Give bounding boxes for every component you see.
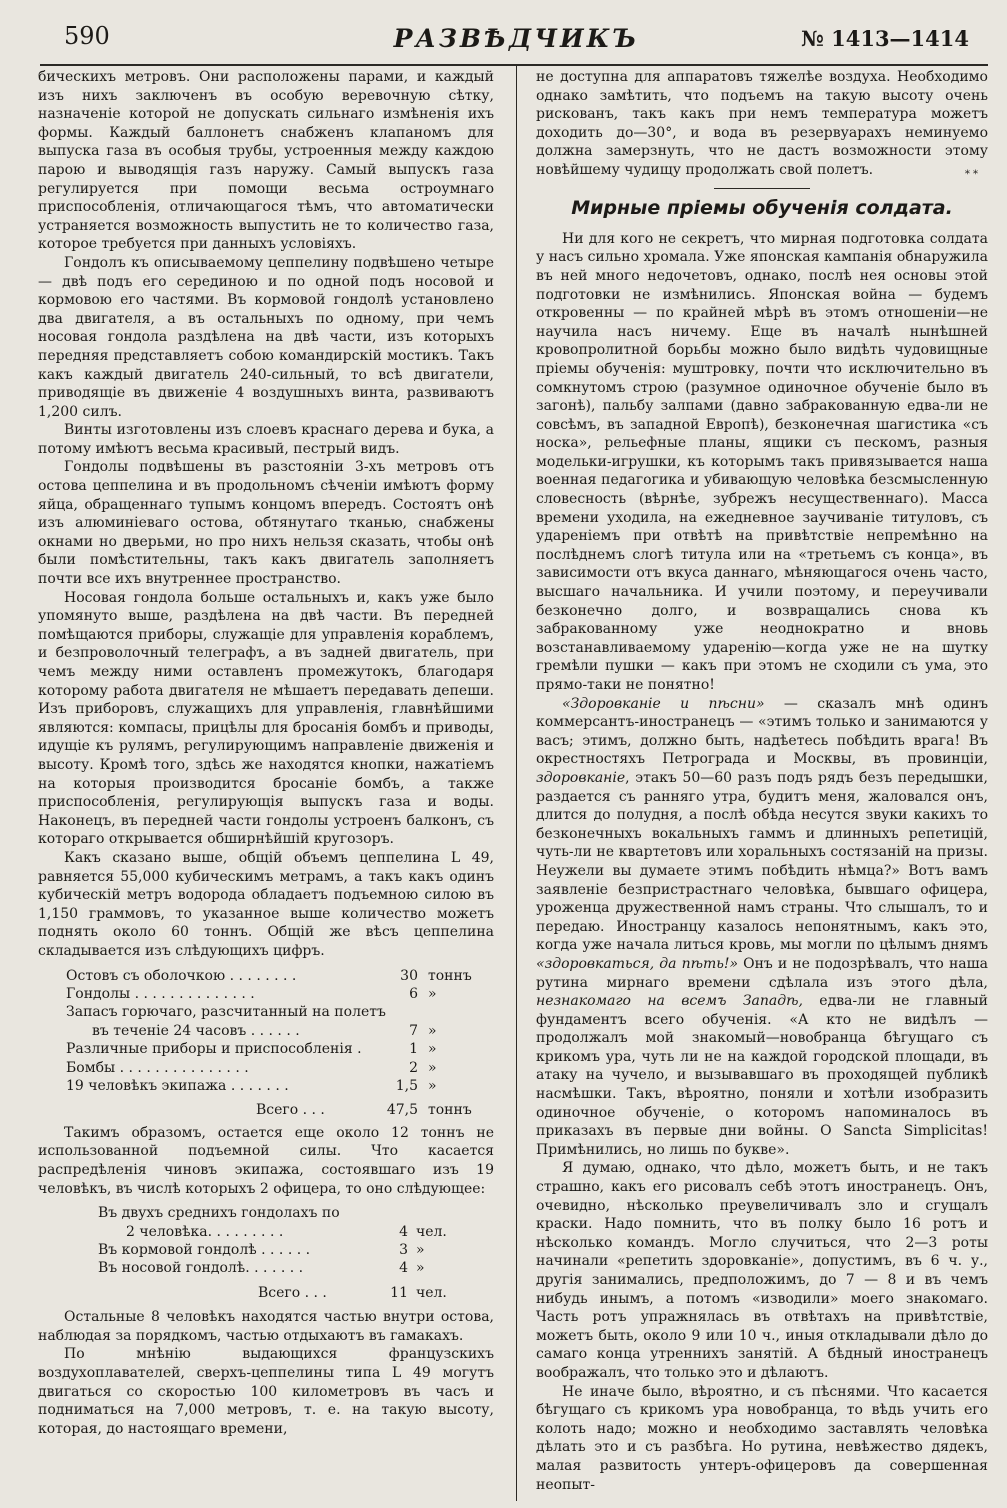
- table-cell-unit: »: [416, 1241, 425, 1258]
- paragraph: Носовая гондола больше остальныхъ и, какъ уже было упомянуто выше, раздѣлена на двѣ части. Въ передней помѣщаются приборы, служащіе для управленія кораблемъ, и безпроволочный телеграфъ, а въ задней двигатель, при чемъ между ними оставленъ промежутокъ, благодаря которому работа двигателя не мѣшаетъ передавать депеши. Изъ приборовъ, служащихъ для управленія, главнѣйшими являются: компасы, прицѣлы для бросанія бомбъ и приводы, идущіе къ рулямъ, регулирующимъ направленіе движенія и высоту. Кромѣ того, здѣсь же находятся кнопки, нажатіемъ на которыя производится бросаніе бомбъ, а также приспособленія, регулирующія выпускъ газа и воды. Наконецъ, въ передней части гондолы устроенъ балконъ, съ котораго открывается обширнѣйшій кругозоръ.: [38, 589, 494, 848]
- table-cell-label: Въ кормовой гондолѣ . . . . . .: [98, 1241, 311, 1258]
- italic-emphasis: здоровканіе: [536, 769, 626, 786]
- table-cell-label: Въ двухъ среднихъ гондолахъ по: [98, 1205, 340, 1222]
- table-cell-unit: »: [428, 985, 437, 1002]
- table-row: [66, 1059, 486, 1077]
- table-cell-label: Запасъ горючаго, разсчитанный на полетъ: [66, 1004, 386, 1021]
- quote-emphasis: «Здоровканіе и пѣсни»: [562, 695, 765, 712]
- total-value: 11: [390, 1284, 408, 1301]
- table-cell-unit: »: [428, 1077, 437, 1094]
- table-row: [66, 1040, 486, 1058]
- text-run: , этакъ 50—60 разъ подъ рядъ безъ передышки, раздается съ ранняго утра, будитъ меня, жаловался онъ, длится до полудня, а послѣ обѣда несутся звуки какихъ то безконечныхъ вокальныхъ гаммъ и длинныхъ репетицій, чуть-ли не квартетовъ или хоральныхъ состязаній на призы. Неужели вы думаете этимъ побѣдить нѣмца?» Вотъ вамъ заявленіе безпристрастнаго человѣка, бывшаго офицера, уроженца дружественной намъ страны. Что слышалъ, то и передаю. Иностранцу казалось непонятнымъ, какъ это, когда уже начала литься кровь, мы могли по цѣлымъ днямъ: [536, 769, 988, 954]
- table-cell-label: Бомбы . . . . . . . . . . . . . . .: [66, 1059, 249, 1076]
- text-run: едва-ли не главный фундаментъ всего обученія. «А кто не видѣлъ — продолжалъ мой знакомый—новобранца бѣгущаго съ крикомъ ура, чуть ли не на каждой городской площади, въ атаку на чучело, и вызывавшаго въ проходящей публикѣ насмѣшки. Такъ, вѣроятно, поняли и хотѣли изобразить одиночное обученіе, о которомъ напоминалось въ приказахъ въ первые дни войны. О Sancta Simplicitas! Примѣнились, но лишь по букве».: [536, 993, 988, 1158]
- paragraph: бическихъ метровъ. Они расположены парами, и каждый изъ нихъ заключенъ въ особую веревочную сѣтку, назначеніе которой не допускать сильнаго измѣненія ихъ формы. Каждый баллонетъ снабженъ клапаномъ для выпуска газа въ особыя трубы, устроенныя между каждою парою и выводящія газъ наружу. Самый выпускъ газа регулируется при помощи весьма остроумнаго приспособленія, отличающагося тѣмъ, что автоматически устраняется возможность выпустить не то количество газа, которое требуется при данныхъ условіяхъ.: [38, 69, 494, 253]
- table-row: [66, 967, 486, 985]
- table-cell-unit: »: [428, 1041, 437, 1058]
- asterisk-divider: * *: [964, 168, 978, 180]
- table-cell-unit: »: [428, 1022, 437, 1039]
- paragraph: Остальные 8 человѣкъ находятся частью внутри остова, наблюдая за порядкомъ, частью отдыхаютъ въ гамакахъ.: [38, 1309, 494, 1344]
- masthead-title: РАЗВѢДЧИКЪ: [393, 24, 640, 53]
- table-row: [98, 1259, 458, 1277]
- column-divider: [516, 66, 517, 1501]
- table-cell-value: 3: [399, 1241, 408, 1258]
- table-cell-value: 2: [409, 1059, 418, 1076]
- italic-emphasis: «здоровкаться, да пѣть!»: [536, 955, 739, 972]
- paragraph: Гондолъ къ описываемому цеппелину подвѣшено четыре— двѣ подъ его серединою и по одной подъ носовой и кормовою его частями. Въ кормовой гондолѣ установлено два двигателя, а въ остальныхъ по одному, при чемъ носовая гондола раздѣлена на двѣ части, изъ которыхъ передняя представляетъ собою командирскій мостикъ. Такъ какъ каждый двигатель 240-сильный, то всѣ двигатели, приводящіе въ движеніе 4 воздушныхъ винта, развиваютъ 1,200 силъ.: [38, 254, 494, 420]
- table-total-row: [66, 1095, 486, 1119]
- paragraph: Я думаю, однако, что дѣло, можетъ быть, и не такъ страшно, какъ его рисовалъ себѣ этотъ иностранецъ. Онъ, очевидно, нѣсколько преувеличивалъ зло и сгущалъ краски. Надо помнить, что въ полку было 16 ротъ и нѣсколько командъ. Могло случиться, что 2—3 роты начинали «репетить здоровканіе», допустимъ, въ 6 ч. у., другія занимались, предположимъ, до 7 — 8 и въ чемъ нибудь инымъ, а потомъ «изводили» моего знакомаго. Часть ротъ упражнялась въ отвѣтахъ на привѣтствіе, можетъ быть, около 9 или 10 ч., иныя откладывали дѣло до самаго конца утреннихъ занятій. А бѣдный иностранецъ воображалъ, что только это и дѣлаютъ.: [536, 1160, 988, 1381]
- total-label: Всего . . .: [258, 1284, 327, 1301]
- paragraph: не доступна для аппаратовъ тяжелѣе воздуха. Необходимо однако замѣтить, что подъемъ на такую высоту очень рискованъ, такъ какъ при немъ температура можетъ доходить до—30°, и вода въ резервуарахъ неминуемо должна замерзнуть, что не дастъ возможности этому новѣйшему чудищу продолжать свой полетъ.: [536, 69, 988, 178]
- table-cell-unit: »: [428, 1059, 437, 1076]
- table-cell-value: 7: [409, 1022, 418, 1039]
- table-cell-label: Различные приборы и приспособленія .: [66, 1041, 362, 1058]
- table-cell-value: 1,5: [395, 1077, 418, 1094]
- table-cell-value: 1: [409, 1041, 418, 1058]
- text-run: — сказалъ мнѣ одинъ коммерсантъ-иностранецъ — «этимъ только и занимаются у васъ; этимъ, должно быть, надѣетесь побѣдить врага! Въ окрестностяхъ Петрограда и Москвы, въ провинціи,: [536, 695, 988, 768]
- issue-number: № 1413—1414: [800, 26, 969, 51]
- total-unit: чел.: [416, 1284, 447, 1301]
- text-run: Онъ и не подозрѣвалъ, что наша рутина мирнаго времени сдѣлала изъ этого дѣла,: [536, 955, 988, 991]
- table-cell-label: 19 человѣкъ экипажа . . . . . . .: [66, 1077, 289, 1094]
- table-cell-label: Въ носовой гондолѣ. . . . . . .: [98, 1260, 304, 1277]
- total-label: Всего . . .: [256, 1102, 325, 1119]
- weight-table: [66, 967, 486, 1120]
- table-cell-value: 6: [409, 985, 418, 1002]
- paragraph: [536, 695, 988, 1160]
- page-number: 590: [64, 22, 110, 50]
- section-divider: [714, 188, 810, 189]
- table-row: [98, 1204, 458, 1222]
- paragraph: Винты изготовлены изъ слоевъ краснаго дерева и бука, а потому имѣютъ весьма красивый, пестрый видъ.: [38, 422, 494, 457]
- table-row: [66, 1022, 486, 1040]
- table-row: [66, 1003, 486, 1021]
- paragraph: Ни для кого не секретъ, что мирная подготовка солдата у насъ сильно хромала. Уже японская кампанія обнаружила въ ней много недочетовъ, однако, послѣ нея основы этой подготовки не измѣнились. Японская война — будемъ откровенны — по крайней мѣрѣ въ этомъ отношеніи—не научила насъ ничему. Еще въ началѣ нынѣшней кровопролитной борьбы можно было видѣть чудовищные пріемы обученія: муштровку, почти что исключительно въ сомкнутомъ строю (разумное одиночное обученіе было въ загонѣ), пальбу залпами (давно забракованную едва-ли не совсѣмъ, въ западной Европѣ), безконечная шагистика «съ носка», рельефные планы, ящики съ пескомъ, разныя модельки-игрушки, къ которымъ такъ привязывается наша военная педагогика и убивающую человѣка безсмысленную словесность (вѣрнѣе, зубрежъ несущественнаго). Масса времени уходила, на ежедневное заучиваніе титуловъ, съ удареніемъ при отвѣтѣ на привѣтствіе непремѣнно на послѣднемъ слогѣ титула или на «третьемъ съ конца», въ зависимости отъ вкуса даннаго, мѣняющагося очень часто, высшаго начальника. И учили поэтому, и переучивали безконечно долго, и возвращались снова къ забракованному уже неоднократно и вновь возстанавливаемому ударенію—когда уже не на шутку гремѣли пушки — какъ при этомъ не сходили съ ума, это прямо-таки не понятно!: [536, 230, 988, 693]
- right-column: [536, 68, 988, 1494]
- table-row: [66, 1077, 486, 1095]
- crew-table: [98, 1204, 458, 1302]
- page-header: [64, 22, 969, 60]
- article-title: Мирные пріемы обученія солдата.: [571, 197, 953, 220]
- table-cell-label: въ теченіе 24 часовъ . . . . . .: [92, 1022, 300, 1039]
- table-cell-label: Гондолы . . . . . . . . . . . . . .: [66, 985, 255, 1002]
- table-cell-unit: чел.: [416, 1223, 447, 1240]
- table-row: [98, 1241, 458, 1259]
- table-total-row: [98, 1278, 458, 1302]
- table-cell-label: 2 человѣка. . . . . . . . .: [126, 1223, 284, 1240]
- table-cell-value: 4: [399, 1260, 408, 1277]
- table-cell-unit: тоннъ: [428, 967, 472, 984]
- paragraph: Не иначе было, вѣроятно, и съ пѣснями. Что касается бѣгущаго съ крикомъ ура новобранца, то вѣдь учить его колоть надо; можно и необходимо заставлять человѣка дѣлать это и съ разбѣга. Но рутина, невѣжество дядекъ, малая развитость унтеръ-офицеровъ да совершенная неопыт-: [536, 1383, 988, 1493]
- paragraph: Такимъ образомъ, остается еще около 12 тоннъ не использованной подъемной силы. Что касается распредѣленія чиновъ экипажа, состоявшаго изъ 19 человѣкъ, въ числѣ которыхъ 2 офицера, то оно слѣдующее:: [38, 1124, 494, 1197]
- table-cell-unit: »: [416, 1260, 425, 1277]
- italic-emphasis: незнакомаго на всемъ Западѣ,: [536, 993, 803, 1010]
- paragraph: Какъ сказано выше, общій объемъ цеппелина L 49, равняется 55,000 кубическимъ метрамъ, а такъ какъ одинъ кубическій метръ водорода обладаетъ подъемною силою въ 1,150 граммовъ, то указанное выше количество можетъ поднять около 60 тоннъ. Общій же вѣсъ цеппелина складывается изъ слѣдующихъ цифръ.: [38, 849, 494, 959]
- header-rule: [40, 64, 988, 66]
- table-row: [66, 985, 486, 1003]
- table-row: [98, 1223, 458, 1241]
- table-cell-value: 4: [399, 1223, 408, 1240]
- table-cell-label: Остовъ съ оболочкою . . . . . . . .: [66, 967, 297, 984]
- left-column: [38, 68, 494, 1438]
- paragraph: По мнѣнію выдающихся французскихъ воздухоплавателей, сверхъ-цеппелины типа L 49 могутъ двигаться со скоростью 100 километровъ въ часъ и подниматься на 7,000 метровъ, т. е. на такую высоту, которая, до настоящаго времени,: [38, 1346, 494, 1437]
- table-cell-value: 30: [400, 967, 418, 984]
- total-unit: тоннъ: [428, 1102, 472, 1119]
- total-value: 47,5: [386, 1102, 418, 1119]
- paragraph: Гондолы подвѣшены въ разстояніи 3-хъ метровъ отъ остова цеппелина и въ продольномъ сѣченіи имѣютъ форму яйца, обращеннаго тупымъ концомъ впередъ. Состоятъ онѣ изъ алюминіеваго остова, обтянутаго тканью, снабжены окнами но дверьми, но про нихъ нельзя сказать, чтобы онѣ были помѣстительны, такъ какъ двигатель заполняетъ почти все ихъ внутреннее пространство.: [38, 459, 494, 588]
